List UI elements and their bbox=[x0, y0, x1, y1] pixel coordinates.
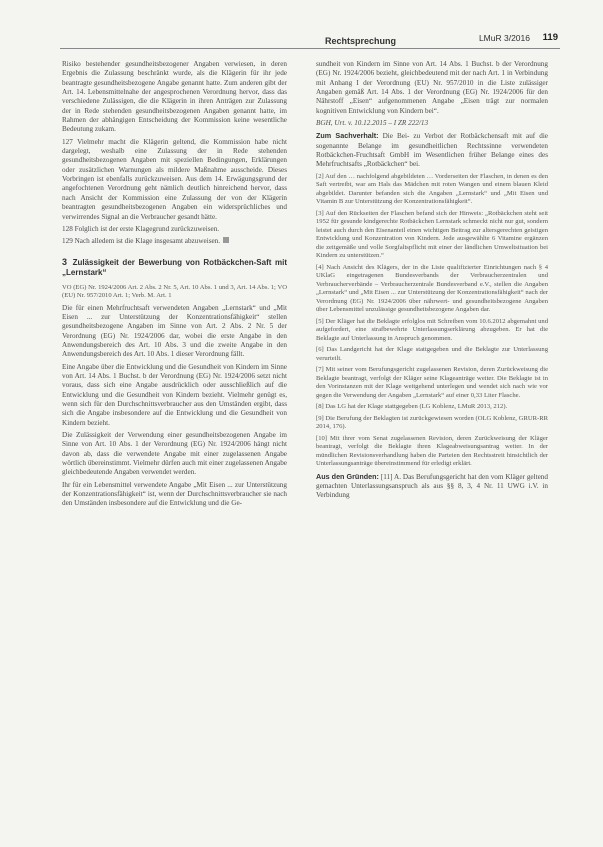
paragraph-lead: Zum Sachverhalt: bbox=[316, 131, 379, 141]
paragraph bbox=[316, 472, 548, 501]
headnote: Die Zulässigkeit der Verwendung einer gesundheitsbezogenen Angabe im Sinne von Art. 10 Abs. 1 der Verordnung (EG) Nr. 1924/2006 hängt nicht davon ab, dass die verwendete Angabe mit einer zugelassenen Angabe wörtlich übereinstimmt. Vielmehr dürfen auch mit einer zugelassenen Angabe gleichbedeutende Angaben verwendet werden. bbox=[62, 431, 287, 477]
paragraph: [10] Mit ihrer vom Senat zugelassenen Revision, deren Zurückweisung der Kläger beantragt, verfolgt die Beklagte ihren Klageabweisungsantrag weiter. In der mündlichen Revisionsverhandlung haben die Parteien den Rechtsstreit hinsichtlich der Unterlassungsanträge übereinstimmend für erledigt erklärt. bbox=[316, 434, 548, 468]
paragraph-text: Die Bei- zu Verbot der Rotbäckchensaft mit auf die sogenannte Belange im gesundheitlichen Rechtssinne verwendeten Rotbäckchen-Fruchtsaft GmbH im Wesentlichen früher Belange eines des Mehrfruchtsafts „Rotbäckchen“ bei. bbox=[316, 132, 549, 169]
paragraph: [2] Auf den … nachfolgend abgebildeten … Vorderseiten der Flaschen, in denen es den Saft vertreibt, war am Hals das Mädchen mit roten Wangen und einem blauen Kleid abgebildet. Darunter befanden sich die Angaben „Lernstark“ und „Mit Eisen und Vitamin B zur Unterstützung der Konzentrationsfähigkeit“. bbox=[316, 172, 548, 206]
paragraph-lead: Aus den Gründen: bbox=[316, 471, 379, 481]
paragraph bbox=[62, 237, 287, 246]
paragraph: [7] Mit seiner vom Berufungsgericht zugelassenen Revision, deren Zurückweisung die Beklagte beantragt, verfolgt der Kläger seine Klageanträge weiter. Die Beklagte ist in den Vorinstanzen mit der Klage weitgehend unterlegen und wendet sich nach wie vor gegen die Verwendung der Angaben „Lernstark“ auf einer 0,33 Liter Flasche. bbox=[316, 366, 548, 399]
header-rule bbox=[60, 48, 560, 49]
headnote: Die für einen Mehrfruchtsaft verwendeten Angaben „Lernstark“ und „Mit Eisen ... zur Unterstützung der Konzentrationsfähigkeit“ stellen gesundheitsbezogene Angaben im Sinne von Art. 2 Abs. 2 Nr. 5 der Verordnung (EG) Nr. 1924/2006 dar, wobei die erste Angabe in den Anwendungsbereich des Art. 10 Abs. 3 und die zweite Angabe in den Anwendungsbereich des Art. 10 Abs. 1 dieser Verordnung fällt. bbox=[62, 303, 287, 359]
legal-references: VO (EG) Nr. 1924/2006 Art. 2 Abs. 2 Nr. 5, Art. 10 Abs. 1 und 3, Art. 14 Abs. 1; VO (EU) Nr. 957/2010 Art. 1; Verb. M. Art. 1 bbox=[62, 283, 287, 300]
left-column bbox=[62, 60, 287, 512]
paragraph-text: [11] A. Das Berufungsgericht hat den vom Kläger geltend gemachten Unterlassungsanspruch als aus §§ 8, 3, 4 Nr. 11 UWG i.V. in Verbindung bbox=[316, 472, 548, 500]
paragraph: [4] Nach Ansicht des Klägers, der in die Liste qualifizierter Einrichtungen nach § 4 UKlaG eingetragenen Bundesverbands der Verbraucherzentralen und Verbraucherverbände – Verbraucherzentrale Bundesverband e.V., stellen die Angaben „Lernstark“ und „Mit Eisen ... zur Unterstützung der Konzentrationsfähigkeit“ nach der Verordnung (EG) Nr. 1924/2006 über nährwert- und gesundheitsbezogene Angaben über Lebensmittel unzulässige gesundheitsbezogene Angaben dar. bbox=[316, 263, 548, 314]
paragraph: [9] Die Berufung der Beklagten ist zurückgewiesen worden (OLG Koblenz, GRUR-RR 2014, 176). bbox=[316, 414, 548, 431]
court-citation: BGH, Urt. v. 10.12.2015 – I ZR 222/13 bbox=[316, 119, 429, 128]
headnote: sundheit von Kindern im Sinne von Art. 14 Abs. 1 Buchst. b der Verordnung (EG) Nr. 1924/2006 bezieht, gleichbedeutend mit der nach Art. 1 in Verbindung mit Anhang I der Verordnung (EU) Nr. 957/2010 in die Liste zulässiger Angaben gemäß Art. 14 Abs. 1 der Verordnung (EG) Nr. 1924/2006 für den Nährstoff „Eisen“ aufgenommenen Angabe „Eisen trägt zur normalen kognitiven Entwicklung von Kindern bei“. bbox=[316, 60, 548, 115]
case-heading bbox=[62, 257, 287, 278]
paragraph: [3] Auf den Rückseiten der Flaschen befand sich der Hinweis: „Rotbäckchen steht seit 1952 für gesunde kindgerechte Rotbäckchen Lernstark schmeckt nicht nur gut, sondern leistet auch durch den Eisenanteil einen wichtigen Beitrag zur altersgerechten geistigen Entwicklung und Konzentration von Kindern. Jede ausgewählte 6 Vitamine ergänzen die zeitgemäße und volle Sorgfaltspflicht mit einer der ländlichen Umweltsituation bei Kindern zu unterstützen.“ bbox=[316, 209, 548, 260]
page-number: 119 bbox=[542, 32, 558, 43]
right-column bbox=[316, 60, 548, 504]
journal-issue: LMuR 3/2016 bbox=[478, 33, 530, 43]
section-title: Rechtsprechung bbox=[322, 36, 399, 46]
paragraph: [6] Das Landgericht hat der Klage stattgegeben und die Beklagte zur Unterlassung verurteilt. bbox=[316, 346, 548, 362]
case-title: Zulässigkeit der Bewerbung von Rotbäckchen-Saft mit „Lernstark“ bbox=[62, 257, 287, 277]
page-header bbox=[60, 28, 560, 50]
paragraph: 127 Vielmehr macht die Klägerin geltend, die Kommission habe nicht dargelegt, weshalb eine Zulassung der in Rede stehenden gesundheitsbezogenen Angaben mit speziellen Bedingungen, Erklärungen oder zusätzlichen Warnungen als mildere Maßnahme ausscheide. Dieses Vorbringen ist ebenfalls zurückzuweisen. Aus dem 14. Erwägungsgrund der angefochtenen Verordnung geht nämlich deutlich hinreichend hervor, dass nach Ansicht der Kommission eine Zulassung der von der Klägerin beantragten gesundheitsbezogenen Angaben ein widersprüchliches und verwirrendes Signal an die Verbraucher gesandt hätte. bbox=[62, 137, 287, 221]
paragraph: [5] Der Kläger hat die Beklagte erfolglos mit Schreiben vom 10.6.2012 abgemahnt und aufgefordert, eine strafbewehrte Unterlassungserklärung abzugeben. Er hat die Beklagte auf Unterlassung in Anspruch genommen. bbox=[316, 317, 548, 342]
paragraph-text: 129 Nach alledem ist die Klage insgesamt abzuweisen. bbox=[62, 237, 221, 246]
end-mark-icon bbox=[223, 237, 229, 243]
paragraph bbox=[316, 131, 548, 169]
headnote: Ihr für ein Lebensmittel verwendete Angabe „Mit Eisen ... zur Unterstützung der Konzentrationsfähigkeit“ ist, wenn der Durchschnittsverbraucher sie nach den Umständen insbesondere auf die Entwicklung und die Ge- bbox=[62, 480, 287, 508]
paragraph: 128 Folglich ist der erste Klagegrund zurückzuweisen. bbox=[62, 224, 220, 233]
case-number: 3 bbox=[62, 256, 68, 267]
paragraph: Risiko bestehender gesundheitsbezogener Angaben verwiesen, in deren Ergebnis die Zulassung beschränkt wurde, als die Klägerin für ihr jede beantragte gesundheitsbezogene Angabe genannt hatte. Zum anderen gibt der Art. 14. Lebensmittelnahe der angesprochenen Verordnung hervor, dass das verschiedene Zulässigen, die die Klägerin in ihren Anträgen zur Zulassung der in Rede stehenden gesundheitsbezogenen Angaben genannt hatte, im Rahmen der abhängigen Entscheidung der Kommission keine wesentliche Bedeutung zukam. bbox=[62, 60, 287, 134]
headnote: Eine Angabe über die Entwicklung und die Gesundheit von Kindern im Sinne von Art. 14 Abs. 1 Buchst. b der Verordnung (EG) Nr. 1924/2006 setzt nicht voraus, dass sich eine Angabe ausdrücklich oder ausschließlich auf die Entwicklung und die Gesundheit von Kindern bezieht. Vielmehr genügt es, wenn sich für den Durchschnittsverbraucher aus den Umständen ergibt, dass sich die Angabe insbesondere auf die Entwicklung und die Gesundheit von Kindern bezieht. bbox=[62, 362, 287, 427]
paragraph: [8] Das LG hat der Klage stattgegeben (LG Koblenz, LMuR 2013, 212). bbox=[316, 403, 508, 411]
